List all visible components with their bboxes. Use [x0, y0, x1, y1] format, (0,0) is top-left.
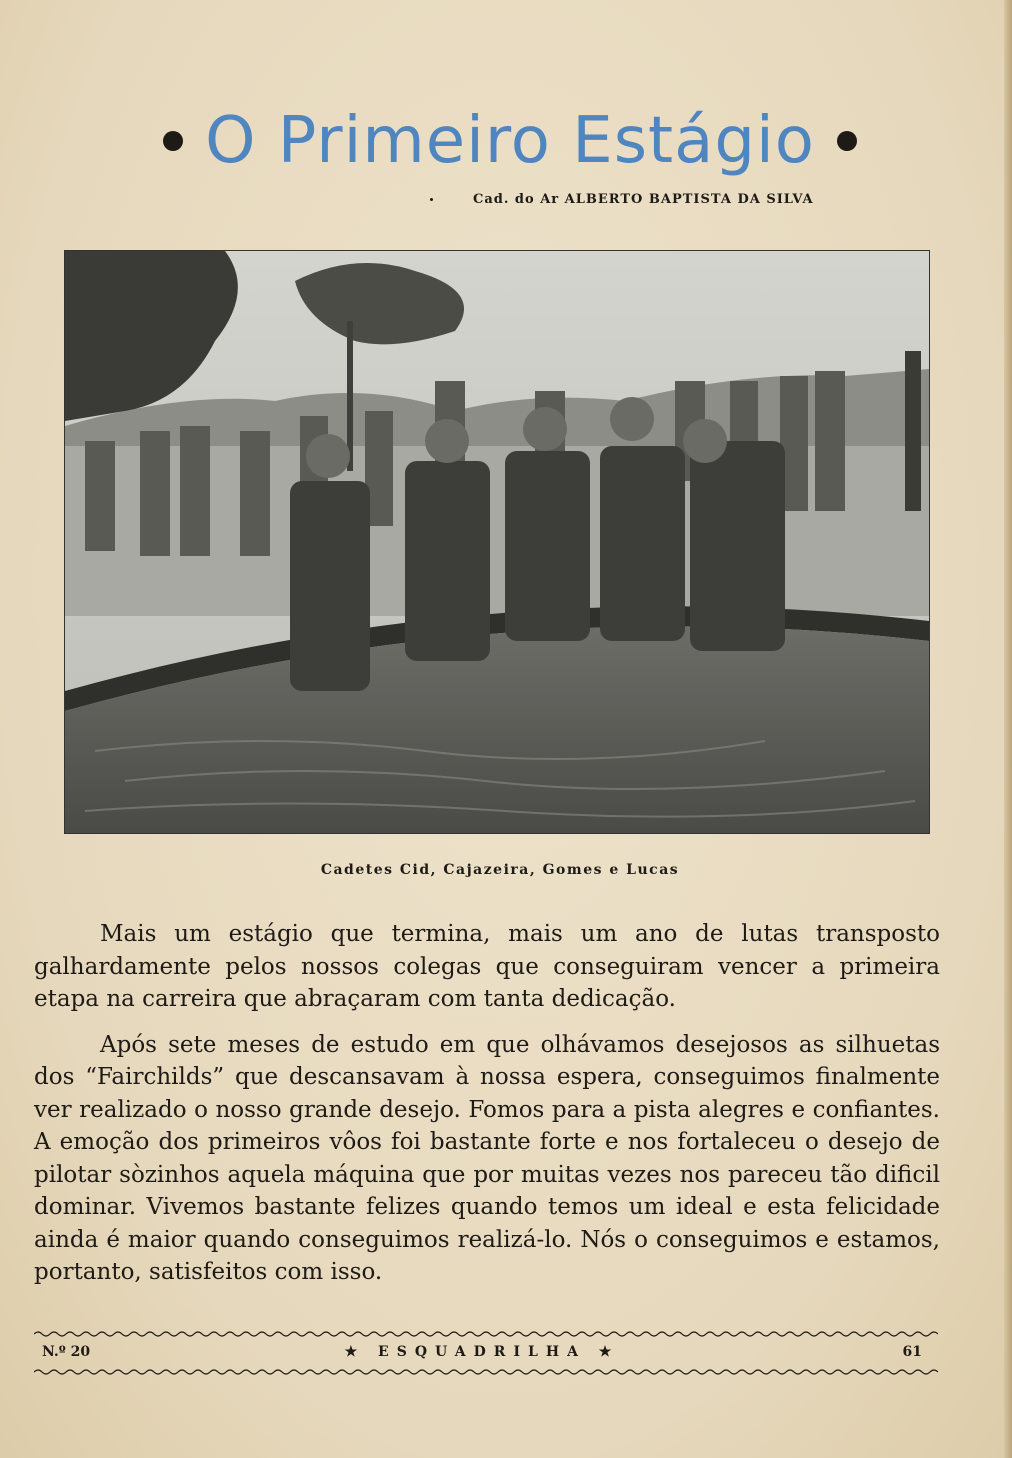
article-header	[120, 96, 900, 186]
article-photo	[64, 250, 930, 834]
page-footer	[42, 1340, 922, 1364]
page-edge	[1004, 0, 1012, 1458]
title-bullet-left	[163, 131, 183, 151]
title-bullet-right	[837, 131, 857, 151]
post-right	[905, 351, 921, 511]
footer-rule-top	[34, 1330, 938, 1338]
article-byline	[430, 192, 890, 207]
byline-dot	[430, 198, 433, 201]
photo-caption: Cadetes Cid, Cajazeira, Gomes e Lucas	[320, 862, 680, 878]
paragraph-2: Após sete meses de estudo em que olhávamos desejosos as silhuetas dos “Fairchilds” que descansavam à nossa espera, conseguimos finalmente ver realizado o nosso grande desejo. Fomos para a pista alegres e confiantes. A emoção dos primeiros vôos foi bastante forte e nos fortaleceu o desejo de pilotar sòzinhos aquela máquina que por muitas vezes nos pareceu tão dificil dominar. Vivemos bastante felizes quando temos um ideal e esta felicidade ainda é maior quando conseguimos realizá-lo. Nós o conseguimos e estamos, portanto, satisfeitos com isso.	[34, 1031, 940, 1285]
magazine-name: ★ ESQUADRILHA ★	[344, 1344, 620, 1360]
article-body	[34, 918, 940, 1302]
byline-text: Cad. do Ar ALBERTO BAPTISTA DA SILVA	[473, 192, 814, 207]
paragraph-1: Mais um estágio que termina, mais um ano de lutas transposto galhardamente pelos nossos colegas que conseguiram vencer a primeira etapa na carreira que abraçaram com tanta dedicação.	[34, 921, 940, 1012]
issue-number: N.º 20	[42, 1344, 91, 1360]
article-title: O Primeiro Estágio	[205, 104, 815, 178]
photo-illustration	[65, 251, 929, 833]
footer-rule-bottom	[34, 1368, 938, 1376]
page-number: 61	[902, 1344, 922, 1360]
